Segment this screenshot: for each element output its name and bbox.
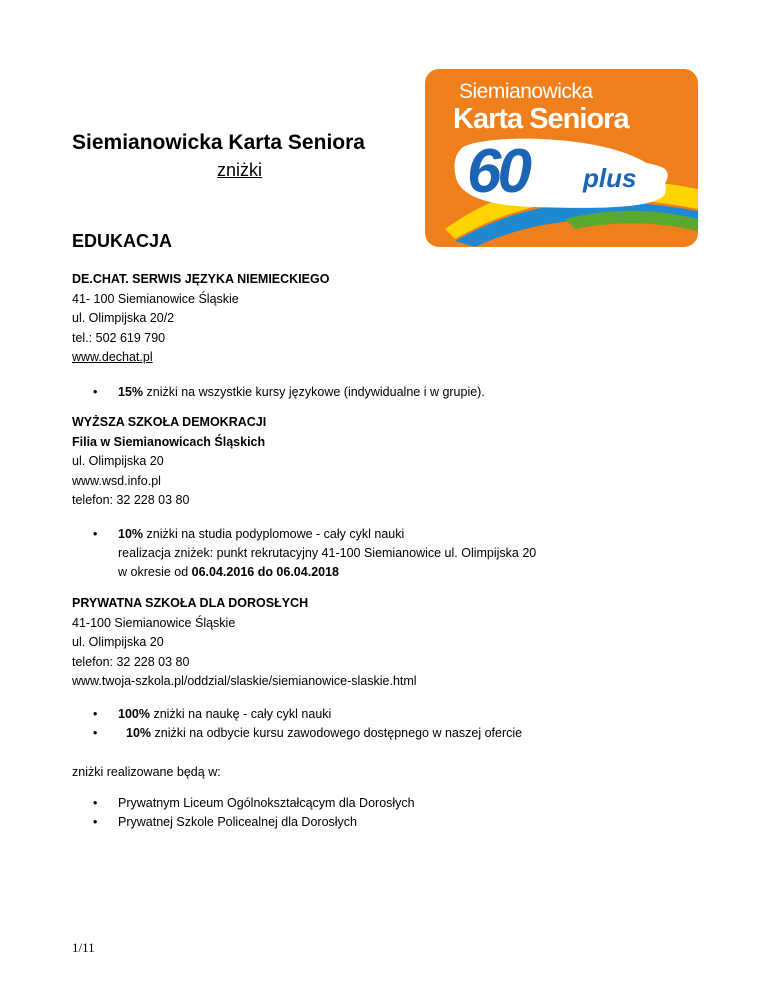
bullet-icon: • — [93, 385, 98, 399]
discount-value: 100% — [118, 707, 150, 721]
bullet-icon: • — [93, 796, 98, 810]
entry-name: PRYWATNA SZKOŁA DLA DOROSŁYCH — [72, 596, 309, 610]
document-title: Siemianowicka Karta Seniora — [72, 131, 365, 154]
discount-period — [118, 563, 339, 583]
discount-text: zniżki na odbycie kursu zawodowego dostępnego w naszej ofercie — [151, 726, 523, 740]
place-item: Prywatnej Szkole Policealnej dla Dorosłych — [118, 815, 358, 829]
discount-period-dates: 06.04.2016 do 06.04.2018 — [191, 565, 339, 579]
entry-wsd — [72, 413, 266, 511]
section-heading: EDUKACJA — [72, 231, 173, 251]
entry-street-line: ul. Olimpijska 20 — [72, 635, 164, 649]
entry-phone-line: tel.: 502 619 790 — [72, 330, 166, 345]
discount-item — [118, 705, 331, 725]
discount-text: zniżki na studia podyplomowe - cały cykl nauki — [143, 527, 405, 541]
logo-number: 60 — [467, 137, 528, 206]
discount-item — [126, 724, 522, 744]
entry-phone-line: telefon: 32 228 03 80 — [72, 654, 190, 669]
discount-value: 15% — [118, 385, 144, 399]
place-item: Prywatnym Liceum Ogólnokształcącym dla Dorosłych — [118, 796, 415, 810]
discount-value: 10% — [118, 527, 144, 541]
entry-website-link[interactable]: www.dechat.pl — [72, 350, 153, 364]
discount-text: zniżki na wszystkie kursy językowe (indywidualne i w grupie). — [143, 385, 485, 399]
bullet-icon: • — [93, 707, 98, 721]
discount-value: 10% — [126, 726, 152, 740]
discount-item — [118, 525, 404, 545]
entry-website-line: www.wsd.info.pl — [72, 473, 161, 488]
entry-website-line: www.twoja-szkola.pl/oddzial/slaskie/siemianowice-slaskie.html — [72, 674, 417, 688]
entry-address-line: 41-100 Siemianowice Śląskie — [72, 615, 236, 630]
entry-name: WYŻSZA SZKOŁA DEMOKRACJI — [72, 415, 267, 429]
discount-note: realizacja zniżek: punkt rekrutacyjny 41-100 Siemianowice ul. Olimpijska 20 — [118, 546, 537, 560]
karta-seniora-logo — [425, 69, 698, 247]
entry-name: DE.CHAT. SERWIS JĘZYKA NIEMIECKIEGO — [72, 272, 330, 286]
logo-plus: plus — [583, 163, 637, 193]
bullet-icon: • — [93, 527, 98, 541]
entry-dechat — [72, 270, 329, 368]
page-number: 1/11 — [72, 940, 95, 955]
logo-line2: Karta Seniora — [453, 103, 629, 135]
bullet-icon: • — [93, 815, 98, 829]
entry-twoja-szkola — [72, 594, 417, 692]
entry-address-line: 41- 100 Siemianowice Śląskie — [72, 291, 239, 306]
discount-text: zniżki na naukę - cały cykl nauki — [149, 707, 332, 721]
discount-item — [118, 383, 485, 403]
entry-subname: Filia w Siemianowicach Śląskich — [72, 434, 266, 449]
discount-period-prefix: w okresie od — [118, 565, 192, 579]
entry-phone-line: telefon: 32 228 03 80 — [72, 493, 190, 507]
entry-street-line: ul. Olimpijska 20/2 — [72, 311, 175, 325]
realization-note: zniżki realizowane będą w: — [72, 765, 221, 779]
document-subtitle: zniżki — [217, 160, 263, 180]
logo-background — [425, 69, 698, 247]
logo-line1: Siemianowicka — [459, 80, 593, 103]
entry-street-line: ul. Olimpijska 20 — [72, 454, 164, 468]
bullet-icon: • — [93, 726, 98, 740]
